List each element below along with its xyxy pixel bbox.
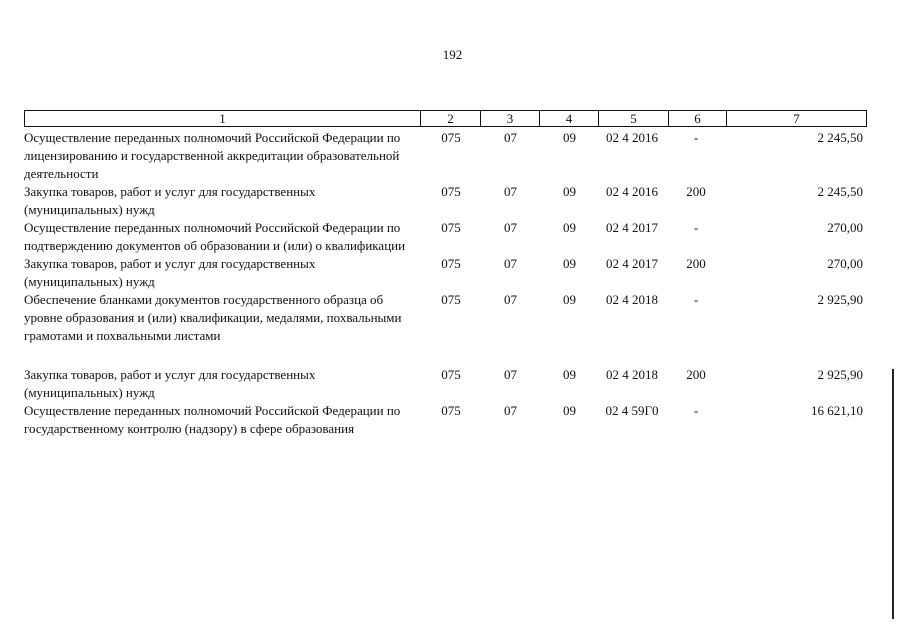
row-col4: 09 [563,403,576,418]
table-row [24,219,867,255]
table-row [24,255,867,291]
scan-edge-line [892,369,894,619]
row-amount: 16 621,10 [811,403,863,418]
row-name: Закупка товаров, работ и услуг для государственных (муниципальных) нужд [24,256,316,289]
row-col3: 07 [504,403,517,418]
row-col4: 09 [563,292,576,307]
row-name: Осуществление переданных полномочий Российской Федерации по лицензированию и государственной аккредитации образовательной деятельности [24,130,401,181]
row-col4: 09 [563,367,576,382]
row-amount: 2 245,50 [817,184,863,199]
row-col2: 075 [441,367,461,382]
page-number: 192 [442,47,463,62]
table-row [24,402,867,438]
row-col5: 02 4 2017 [606,256,658,271]
row-col5: 02 4 59Г0 [605,403,659,418]
row-col2: 075 [441,256,461,271]
row-col3: 07 [504,367,517,382]
row-col5: 02 4 2018 [606,292,658,307]
row-col4: 09 [563,220,576,235]
row-amount: 270,00 [827,220,863,235]
header-cell-5: 5 [598,111,668,126]
table-header [24,110,867,127]
row-col3: 07 [504,292,517,307]
row-name: Обеспечение бланками документов государственного образца об уровне образования и (или) квалификации, медалями, похвальными грамотами и похвальными листами [24,292,402,343]
row-col5: 02 4 2018 [606,367,658,382]
row-col5: 02 4 2016 [606,130,658,145]
row-col3: 07 [504,256,517,271]
row-col6: 200 [686,367,706,382]
row-amount: 2 245,50 [817,130,863,145]
table-row [24,366,867,402]
row-col6: 200 [686,184,706,199]
header-cell-1: 1 [219,111,226,126]
table-row [24,291,867,345]
row-col4: 09 [563,130,576,145]
row-amount: 270,00 [827,256,863,271]
header-cell-4: 4 [539,111,598,126]
table-row [24,129,867,183]
row-name: Закупка товаров, работ и услуг для государственных (муниципальных) нужд [24,367,316,400]
row-col6: - [693,292,699,307]
header-cell-7: 7 [726,111,866,126]
row-col2: 075 [441,130,461,145]
row-col6: - [693,403,699,418]
row-col6: 200 [686,256,706,271]
row-amount: 2 925,90 [817,367,863,382]
row-col4: 09 [563,184,576,199]
row-name: Осуществление переданных полномочий Российской Федерации по государственному контролю (надзору) в сфере образования [24,403,401,436]
header-cell-2: 2 [420,111,480,126]
row-col3: 07 [504,130,517,145]
row-col5: 02 4 2017 [606,220,658,235]
row-col3: 07 [504,220,517,235]
row-col5: 02 4 2016 [606,184,658,199]
row-col4: 09 [563,256,576,271]
row-col6: - [693,130,699,145]
header-cell-6: 6 [668,111,726,126]
table-body [24,129,867,438]
row-col6: - [693,220,699,235]
header-cell-3: 3 [480,111,539,126]
row-col2: 075 [441,184,461,199]
row-name: Закупка товаров, работ и услуг для государственных (муниципальных) нужд [24,184,316,217]
row-col2: 075 [441,403,461,418]
table-row [24,183,867,219]
row-col2: 075 [441,220,461,235]
row-name: Осуществление переданных полномочий Российской Федерации по подтверждению документов об образовании и (или) о квалификации [24,220,406,253]
row-col2: 075 [441,292,461,307]
row-col3: 07 [504,184,517,199]
row-amount: 2 925,90 [817,292,863,307]
